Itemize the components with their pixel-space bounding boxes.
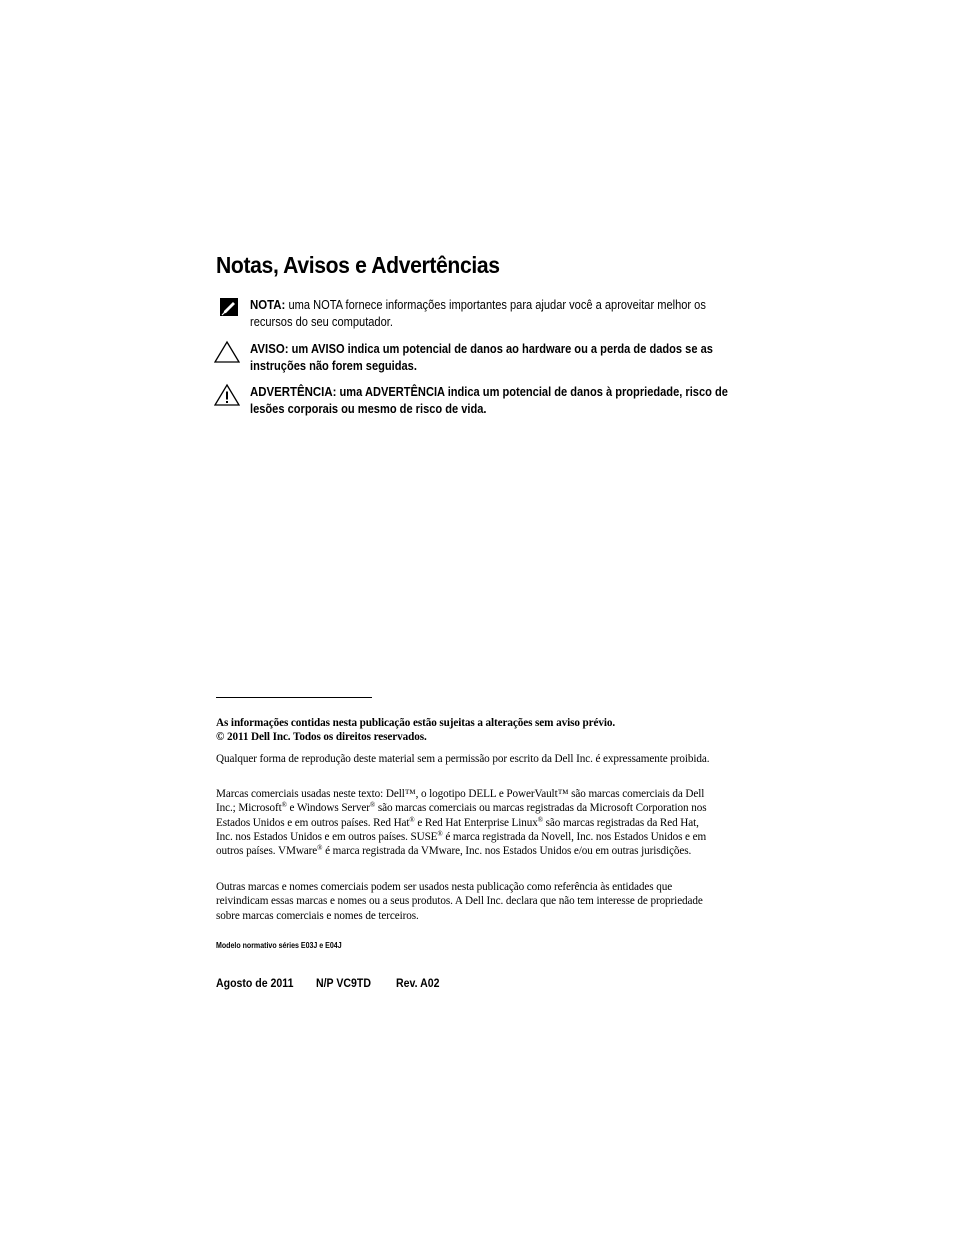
registered-mark: ® [409,815,415,824]
page-title: Notas, Avisos e Advertências [216,252,500,278]
change-notice: As informações contidas nesta publicação estão sujeitas a alterações sem aviso prévio. [216,717,616,729]
note-label: NOTA: [250,297,286,312]
trademarks-part: é marca registrada da VMware, Inc. nos Estados Unidos e/ou em outras jurisdições. [322,845,692,858]
trademarks-part: são marcas comerciais ou marcas registradas da Microsoft Corporation nos Estados Unidos e em outros países. Red Hat [216,802,707,829]
registered-mark: ® [437,829,443,838]
trademarks-part: e Windows Server [286,802,370,815]
warning-body: uma ADVERTÊNCIA indica um potencial de danos à propriedade, risco de lesões corporais ou mesmo de risco de vida. [250,385,728,416]
registered-mark: ® [369,801,376,810]
caution-text [250,340,748,375]
warning-text [250,383,748,418]
trademarks-part: é marca registrada da Novell, Inc. nos Estados Unidos e em outros países. VMware [216,830,707,858]
part-number: N/P VC9TD [316,976,371,990]
registered-mark: ® [317,844,323,853]
trademarks-part: e Red Hat Enterprise Linux [414,816,538,829]
caution-label: AVISO: [250,341,289,356]
copyright-line: © 2011 Dell Inc. Todos os direitos reservados. [216,731,427,743]
trademarks-part: Marcas comerciais usadas neste texto: Dell™, o logotipo DELL e PowerVault™ são marcas comerciais da Dell Inc.; Microsoft [216,788,705,815]
caution-body: um AVISO indica um potencial de danos ao hardware ou a perda de dados se as instruções não forem seguidas. [250,342,713,373]
warning-exclamation-icon [214,383,240,407]
caution-triangle-icon [214,340,240,364]
warning-label: ADVERTÊNCIA: [250,384,337,399]
registered-mark: ® [537,815,543,824]
reproduction-notice: Qualquer forma de reprodução deste material sem a permissão por escrito da Dell Inc. é expressamente proibida. [216,753,710,765]
other-trademarks-notice: Outras marcas e nomes comerciais podem ser usados nesta publicação como referência às entidades que reivindicam essas marcas e nomes ou a seus produtos. A Dell Inc. declara que não tem interesse de propriedade sobre marcas comerciais e nomes de terceiros. [216,881,703,922]
note-body: uma NOTA fornece informações importantes para ajudar você a aproveitar melhor os recursos do seu computador. [250,298,706,329]
publication-date: Agosto de 2011 [216,976,294,990]
trademarks-notice [216,787,714,858]
footnote-divider [216,697,372,698]
note-pencil-icon [214,296,240,320]
trademarks-part: são marcas registradas da Red Hat, Inc. nos Estados Unidos e em outros países. SUSE [216,816,699,843]
note-text [250,296,748,331]
revision: Rev. A02 [396,976,440,990]
regulatory-model: Modelo normativo séries E03J e E04J [216,941,342,950]
registered-mark: ® [281,801,287,810]
